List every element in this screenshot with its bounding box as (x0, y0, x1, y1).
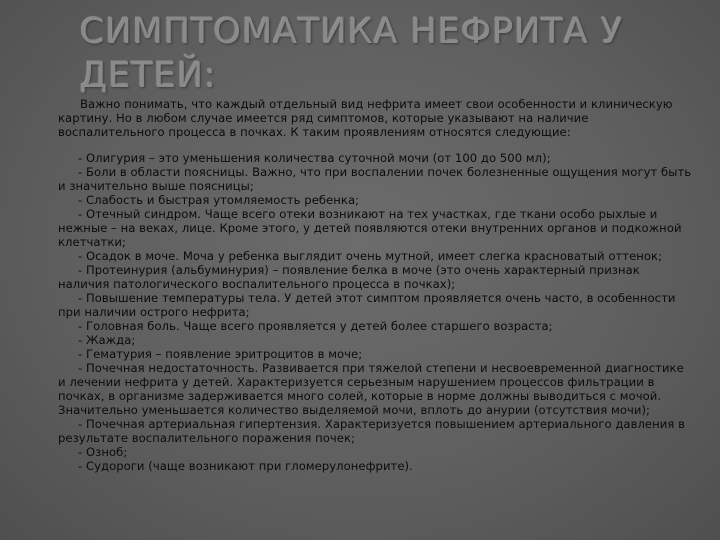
slide-body (58, 97, 692, 473)
intro-paragraph: Важно понимать, что каждый отдельный вид нефрита имеет свои особенности и клиническую картину. Но в любом случае имеется ряд симптомов, которые указывают на наличие воспалительного процесса в почках. К таким проявлениям относятся следующие: (58, 97, 673, 139)
list-item: - Почечная артериальная гипертензия. Характеризуется повышением артериального давления в результате воспалительного поражения почек; (58, 417, 685, 445)
symptom-list (58, 151, 692, 473)
list-item: - Жажда; (78, 333, 136, 347)
list-item: - Почечная недостаточность. Развивается при тяжелой степени и несвоевременной диагностике и лечении нефрита у детей. Характеризуется серьезным нарушением процессов фильтрации в почках, в организме задерживается много солей, которые в норме должны выводиться с мочой. Значительно уменьшается количество выделяемой мочи, вплоть до анурии (отсутствия мочи); (58, 361, 684, 417)
list-item: - Озноб; (78, 445, 128, 459)
list-item: - Головная боль. Чаще всего проявляется у детей более старшего возраста; (78, 319, 553, 333)
list-item: - Отечный синдром. Чаще всего отеки возникают на тех участках, где ткани особо рыхлые и нежные – на веках, лице. Кроме этого, у детей появляются отеки внутренних органов и подкожной клетчатки; (58, 207, 682, 249)
list-item: - Боли в области поясницы. Важно, что при воспалении почек болезненные ощущения могут быть и значительно выше поясницы; (58, 165, 692, 193)
slide-title: СИМПТОМАТИКА НЕФРИТА У ДЕТЕЙ: (80, 12, 624, 96)
list-item: - Протеинурия (альбуминурия) – появление белка в моче (это очень характерный признак наличия патологического воспалительного процесса в почках); (58, 263, 640, 291)
list-item: - Олигурия – это уменьшения количества суточной мочи (от 100 до 500 мл); (78, 151, 551, 165)
list-item: - Гематурия – появление эритроцитов в моче; (78, 347, 363, 361)
list-item: - Слабость и быстрая утомляемость ребенка; (78, 193, 360, 207)
list-item: - Осадок в моче. Моча у ребенка выглядит очень мутной, имеет слегка красноватый оттенок; (78, 249, 663, 263)
list-item: - Повышение температуры тела. У детей этот симптом проявляется очень часто, в особенности при наличии острого нефрита; (58, 291, 676, 319)
list-item: - Судороги (чаще возникают при гломерулонефрите). (78, 459, 413, 473)
